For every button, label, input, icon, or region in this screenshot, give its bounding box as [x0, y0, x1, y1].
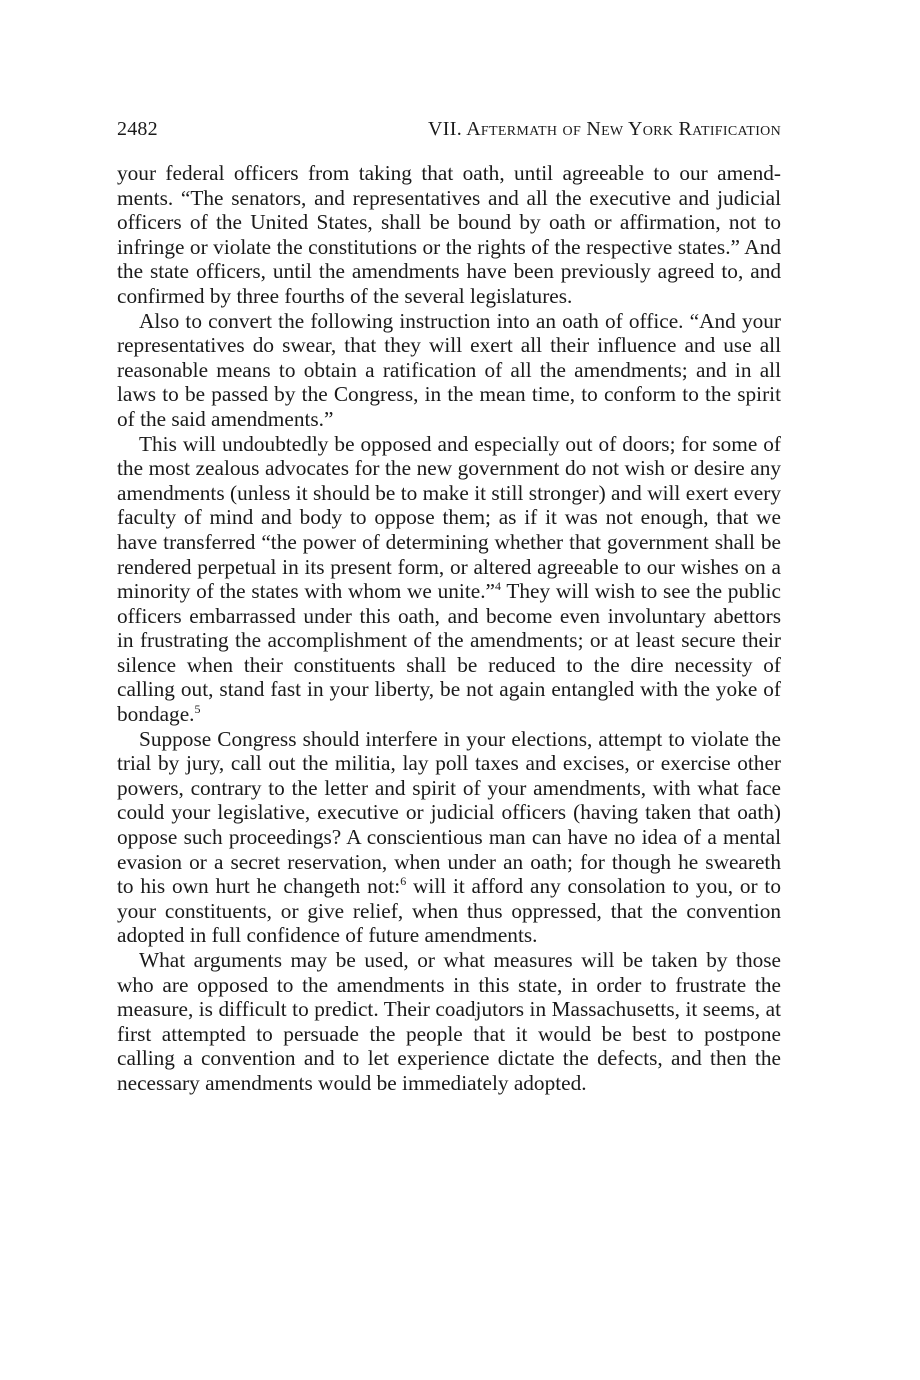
paragraph-text: your federal officers from taking that oath, until agreeable to our amendments. “The senators, and representatives and all the executive and judicial officers of the United States, shall be bound by oath or affirmation, not to infringe or violate the constitutions or the rights of the respective states.” And the state officers, until the amendments have been previously agreed to, and confirmed by three fourths of the several legislatures. [117, 161, 781, 308]
paragraph-text: This will undoubtedly be opposed and especially out of doors; for some of the most zealous advocates for the new government do not wish or desire any amendments (unless it should be to make it still stronger) and will exert every faculty of mind and body to oppose them; as if it was not enough, that we have transferred “the power of determining whether that government shall be rendered perpetual in its present form, or altered agreeable to our wishes on a minority of the states with whom we unite.” [117, 431, 781, 604]
paragraph-text: Suppose Congress should interfere in your elections, attempt to violate the trial by jury, call out the militia, lay poll taxes and excises, or exercise other powers, contrary to the letter and spirit of your amendments, with what face could your legislative, executive or judicial officers (having taken that oath) oppose such proceedings? A conscientious man can have no idea of a mental evasion or a secret reservation, when under an oath; for though he sweareth to his own hurt he changeth not: [117, 726, 781, 899]
running-title: VII. Aftermath of New York Ratification [428, 118, 781, 140]
paragraph-5 [117, 948, 781, 1096]
paragraph-text: Also to convert the following instruction into an oath of office. “And your representatives do swear, that they will exert all their influence and use all reasonable means to obtain a ratification of all the amendments; and in all laws to be passed by the Congress, in the mean time, to conform to the spirit of the said amendments.” [117, 308, 781, 431]
running-head [117, 118, 781, 141]
paragraph-2 [117, 309, 781, 432]
paragraph-text: What arguments may be used, or what measures will be taken by those who are opposed to the amendments in this state, in order to frustrate the measure, is difficult to predict. Their coadjutors in Massachusetts, it seems, at first attempted to persuade the people that it would be best to postpone calling a convention and to let experience dictate the defects, and then the necessary amendments would be immediately adopted. [117, 948, 781, 1095]
footnote-ref-6: 6 [400, 874, 407, 889]
paragraph-3 [117, 432, 781, 727]
page-number: 2482 [117, 118, 158, 140]
paragraph-text: They will wish to see the public officers embarrassed under this oath, and become even involuntary abettors in frustrating the accomplishment of the amendments; or at least secure their silence when their constituents shall be reduced to the dire necessity of calling out, stand fast in your liberty, be not again entangled with the yoke of bondage. [117, 579, 782, 727]
paragraph-1 [117, 161, 781, 309]
paragraph-text: will it afford any consolation to you, or to your constituents, or give relief, when thus oppressed, that the convention adopted in full confidence of future amendments. [117, 874, 781, 948]
document-page [117, 118, 781, 1096]
body-text [117, 161, 781, 1096]
paragraph-4 [117, 727, 781, 948]
footnote-ref-5: 5 [194, 701, 201, 716]
footnote-ref-4: 4 [495, 579, 501, 593]
